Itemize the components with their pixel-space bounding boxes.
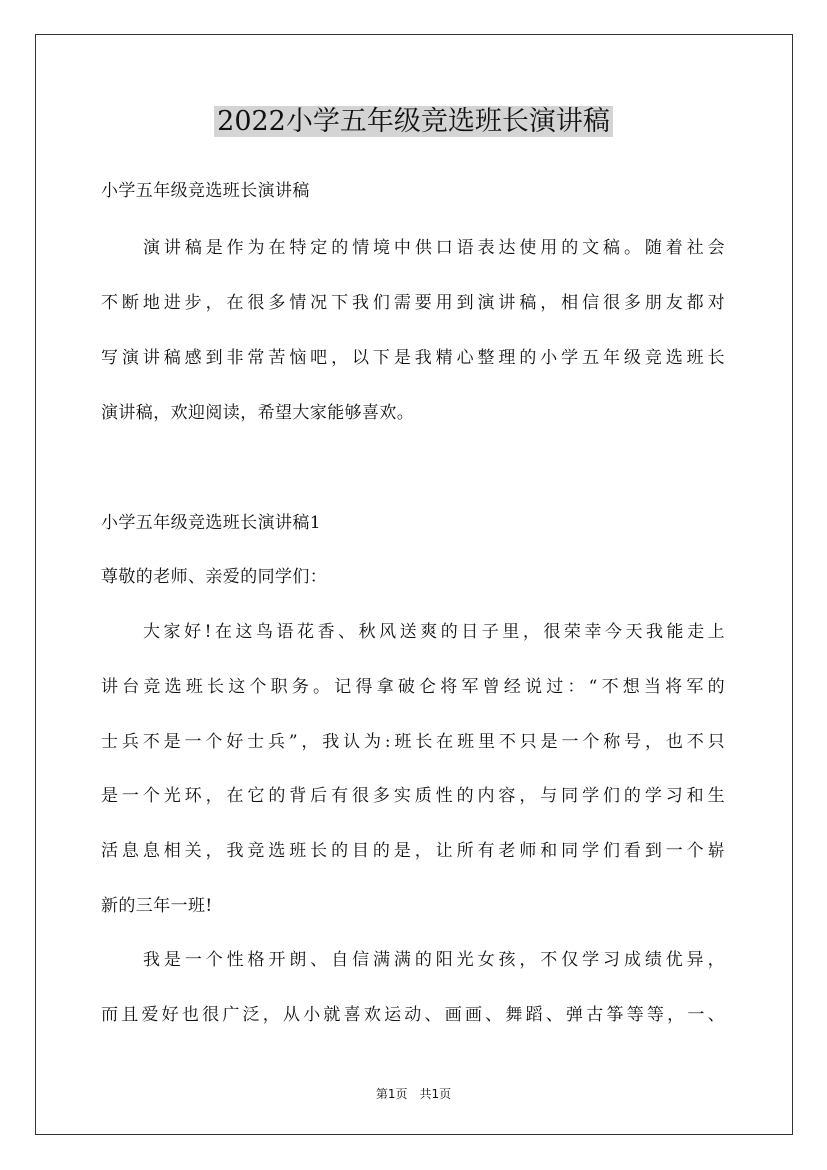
body-line: 讲台竞选班长这个职务。记得拿破仑将军曾经说过：“不想当将军的 — [101, 677, 725, 697]
body-line: 写演讲稿感到非常苦恼吧，以下是我精心整理的小学五年级竞选班长 — [101, 348, 725, 368]
body-line: 尊敬的老师、亲爱的同学们： — [101, 567, 328, 587]
body-line: 士兵不是一个好士兵”，我认为:班长在班里不只是一个称号，也不只 — [101, 732, 725, 752]
body-line: 活息息相关，我竞选班长的目的是，让所有老师和同学们看到一个崭 — [101, 841, 725, 861]
body-line: 演讲稿，欢迎阅读，希望大家能够喜欢。 — [101, 403, 415, 423]
body-line: 演讲稿是作为在特定的情境中供口语表达使用的文稿。随着社会 — [143, 238, 725, 258]
body-line: 是一个光环，在它的背后有很多实质性的内容，与同学们的学习和生 — [101, 786, 725, 806]
body-line: 不断地进步，在很多情况下我们需要用到演讲稿，相信很多朋友都对 — [101, 293, 725, 313]
body-line: 小学五年级竞选班长演讲稿 — [101, 181, 310, 201]
page-footer: 第1页 共1页 — [375, 1087, 452, 1101]
body-line: 大家好!在这鸟语花香、秋风送爽的日子里，很荣幸今天我能走上 — [143, 622, 725, 642]
document-title — [0, 100, 827, 144]
body-line: 我是一个性格开朗、自信满满的阳光女孩，不仅学习成绩优异， — [143, 950, 725, 970]
body-line: 新的三年一班! — [101, 896, 213, 916]
section-heading: 小学五年级竞选班长演讲稿1 — [101, 513, 322, 533]
body-line: 而且爱好也很广泛，从小就喜欢运动、画画、舞蹈、弹古筝等等，一、 — [101, 1005, 725, 1025]
document-title-text: 2022小学五年级竞选班长演讲稿 — [214, 106, 613, 137]
